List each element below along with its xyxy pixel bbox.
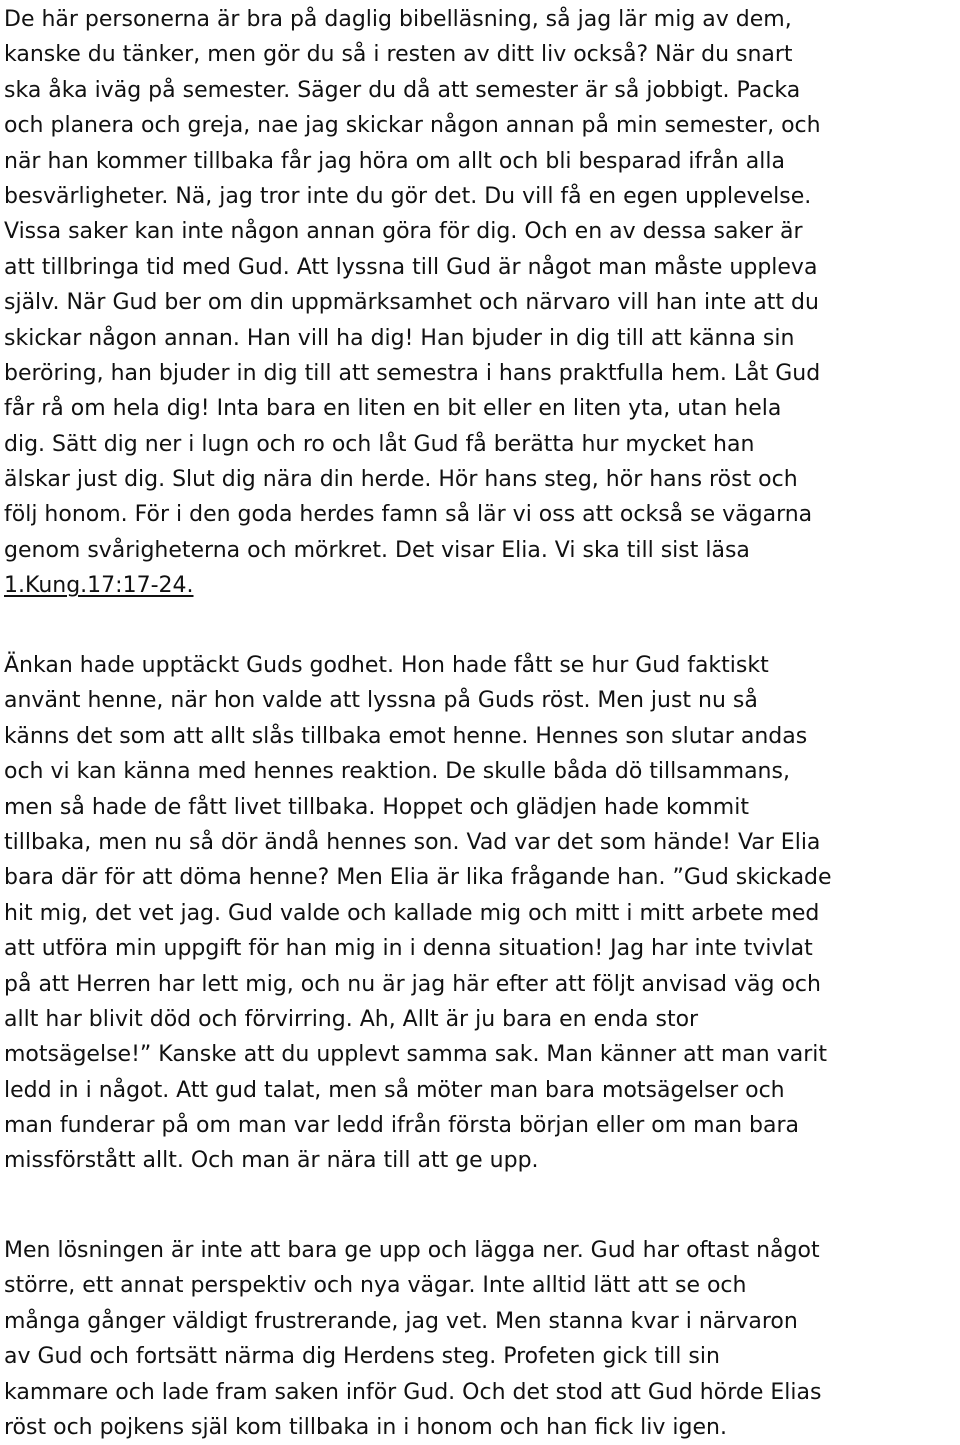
text-line: många gånger väldigt frustrerande, jag vet. Men stanna kvar i närvaron [4, 1308, 798, 1334]
text-line: följ honom. För i den goda herdes famn så lär vi oss att också se vägarna [4, 502, 813, 528]
text-line: när han kommer tillbaka får jag höra om allt och bli besparad ifrån alla [4, 148, 785, 174]
text-line: man funderar på om man var ledd ifrån första början eller om man bara [4, 1113, 799, 1139]
text-line: motsägelse!” Kanske att du upplevt samma sak. Man känner att man varit [4, 1042, 827, 1068]
text-line: dig. Sätt dig ner i lugn och ro och låt Gud få berätta hur mycket han [4, 431, 755, 457]
text-line: känns det som att allt slås tillbaka emot henne. Hennes son slutar andas [4, 723, 808, 749]
text-line: att tillbringa tid med Gud. Att lyssna till Gud är något man måste uppleva [4, 254, 818, 280]
scripture-reference-link[interactable]: 1.Kung.17:17-24. [4, 573, 194, 599]
text-line: missförstått allt. Och man är nära till att ge upp. [4, 1148, 539, 1174]
paragraph-1 [4, 2, 821, 604]
scripture-reference-line [4, 568, 821, 603]
text-line: älskar just dig. Slut dig nära din herde. Hör hans steg, hör hans röst och [4, 467, 798, 493]
text-line: hit mig, det vet jag. Gud valde och kallade mig och mitt i mitt arbete med [4, 900, 820, 926]
text-line: De här personerna är bra på daglig bibelläsning, så jag lär mig av dem, [4, 7, 792, 32]
text-line: kanske du tänker, men gör du så i resten av ditt liv också? När du snart [4, 42, 793, 68]
text-line: får rå om hela dig! Inta bara en liten en bit eller en liten yta, utan hela [4, 396, 782, 422]
text-line: bara där för att döma henne? Men Elia är lika frågande han. ”Gud skickade [4, 865, 832, 891]
text-line: genom svårigheterna och mörkret. Det visar Elia. Vi ska till sist läsa [4, 537, 750, 563]
paragraph-2 [4, 648, 832, 1179]
text-line: men så hade de fått livet tillbaka. Hoppet och glädjen hade kommit [4, 794, 749, 820]
text-line: och vi kan känna med hennes reaktion. De skulle båda dö tillsammans, [4, 759, 790, 785]
text-line: skickar någon annan. Han vill ha dig! Han bjuder in dig till att känna sin [4, 325, 795, 351]
text-line: ska åka iväg på semester. Säger du då att semester är så jobbigt. Packa [4, 77, 801, 103]
text-line: röst och pojkens själ kom tillbaka in i honom och han fick liv igen. [4, 1414, 727, 1440]
text-line: beröring, han bjuder in dig till att semestra i hans praktfulla hem. Låt Gud [4, 360, 821, 386]
text-line: att utföra min uppgift för han mig in i denna situation! Jag har inte tvivlat [4, 936, 813, 962]
text-line: Vissa saker kan inte någon annan göra för dig. Och en av dessa saker är [4, 219, 803, 245]
text-line: Men lösningen är inte att bara ge upp och lägga ner. Gud har oftast något [4, 1238, 820, 1263]
text-line: själv. När Gud ber om din uppmärksamhet och närvaro vill han inte att du [4, 290, 819, 316]
text-line: använt henne, när hon valde att lyssna på Guds röst. Men just nu så [4, 688, 758, 714]
paragraph-3 [4, 1233, 821, 1445]
text-line: av Gud och fortsätt närma dig Herdens steg. Profeten gick till sin [4, 1344, 720, 1370]
text-line: besvärligheter. Nä, jag tror inte du gör det. Du vill få en egen upplevelse. [4, 183, 812, 209]
text-line: och planera och greja, nae jag skickar någon annan på min semester, och [4, 113, 821, 139]
text-line: ledd in i något. Att gud talat, men så möter man bara motsägelser och [4, 1077, 785, 1103]
text-line: på att Herren har lett mig, och nu är jag här efter att följt anvisad väg och [4, 971, 821, 997]
text-line: Änkan hade upptäckt Guds godhet. Hon hade fått se hur Gud faktiskt [4, 653, 769, 678]
text-line: större, ett annat perspektiv och nya vägar. Inte alltid lätt att se och [4, 1273, 747, 1299]
text-line: tillbaka, men nu så dör ändå hennes son. Vad var det som hände! Var Elia [4, 829, 821, 855]
text-line: allt har blivit död och förvirring. Ah, Allt är ju bara en enda stor [4, 1006, 699, 1032]
text-line: kammare och lade fram saken inför Gud. Och det stod att Gud hörde Elias [4, 1379, 822, 1405]
